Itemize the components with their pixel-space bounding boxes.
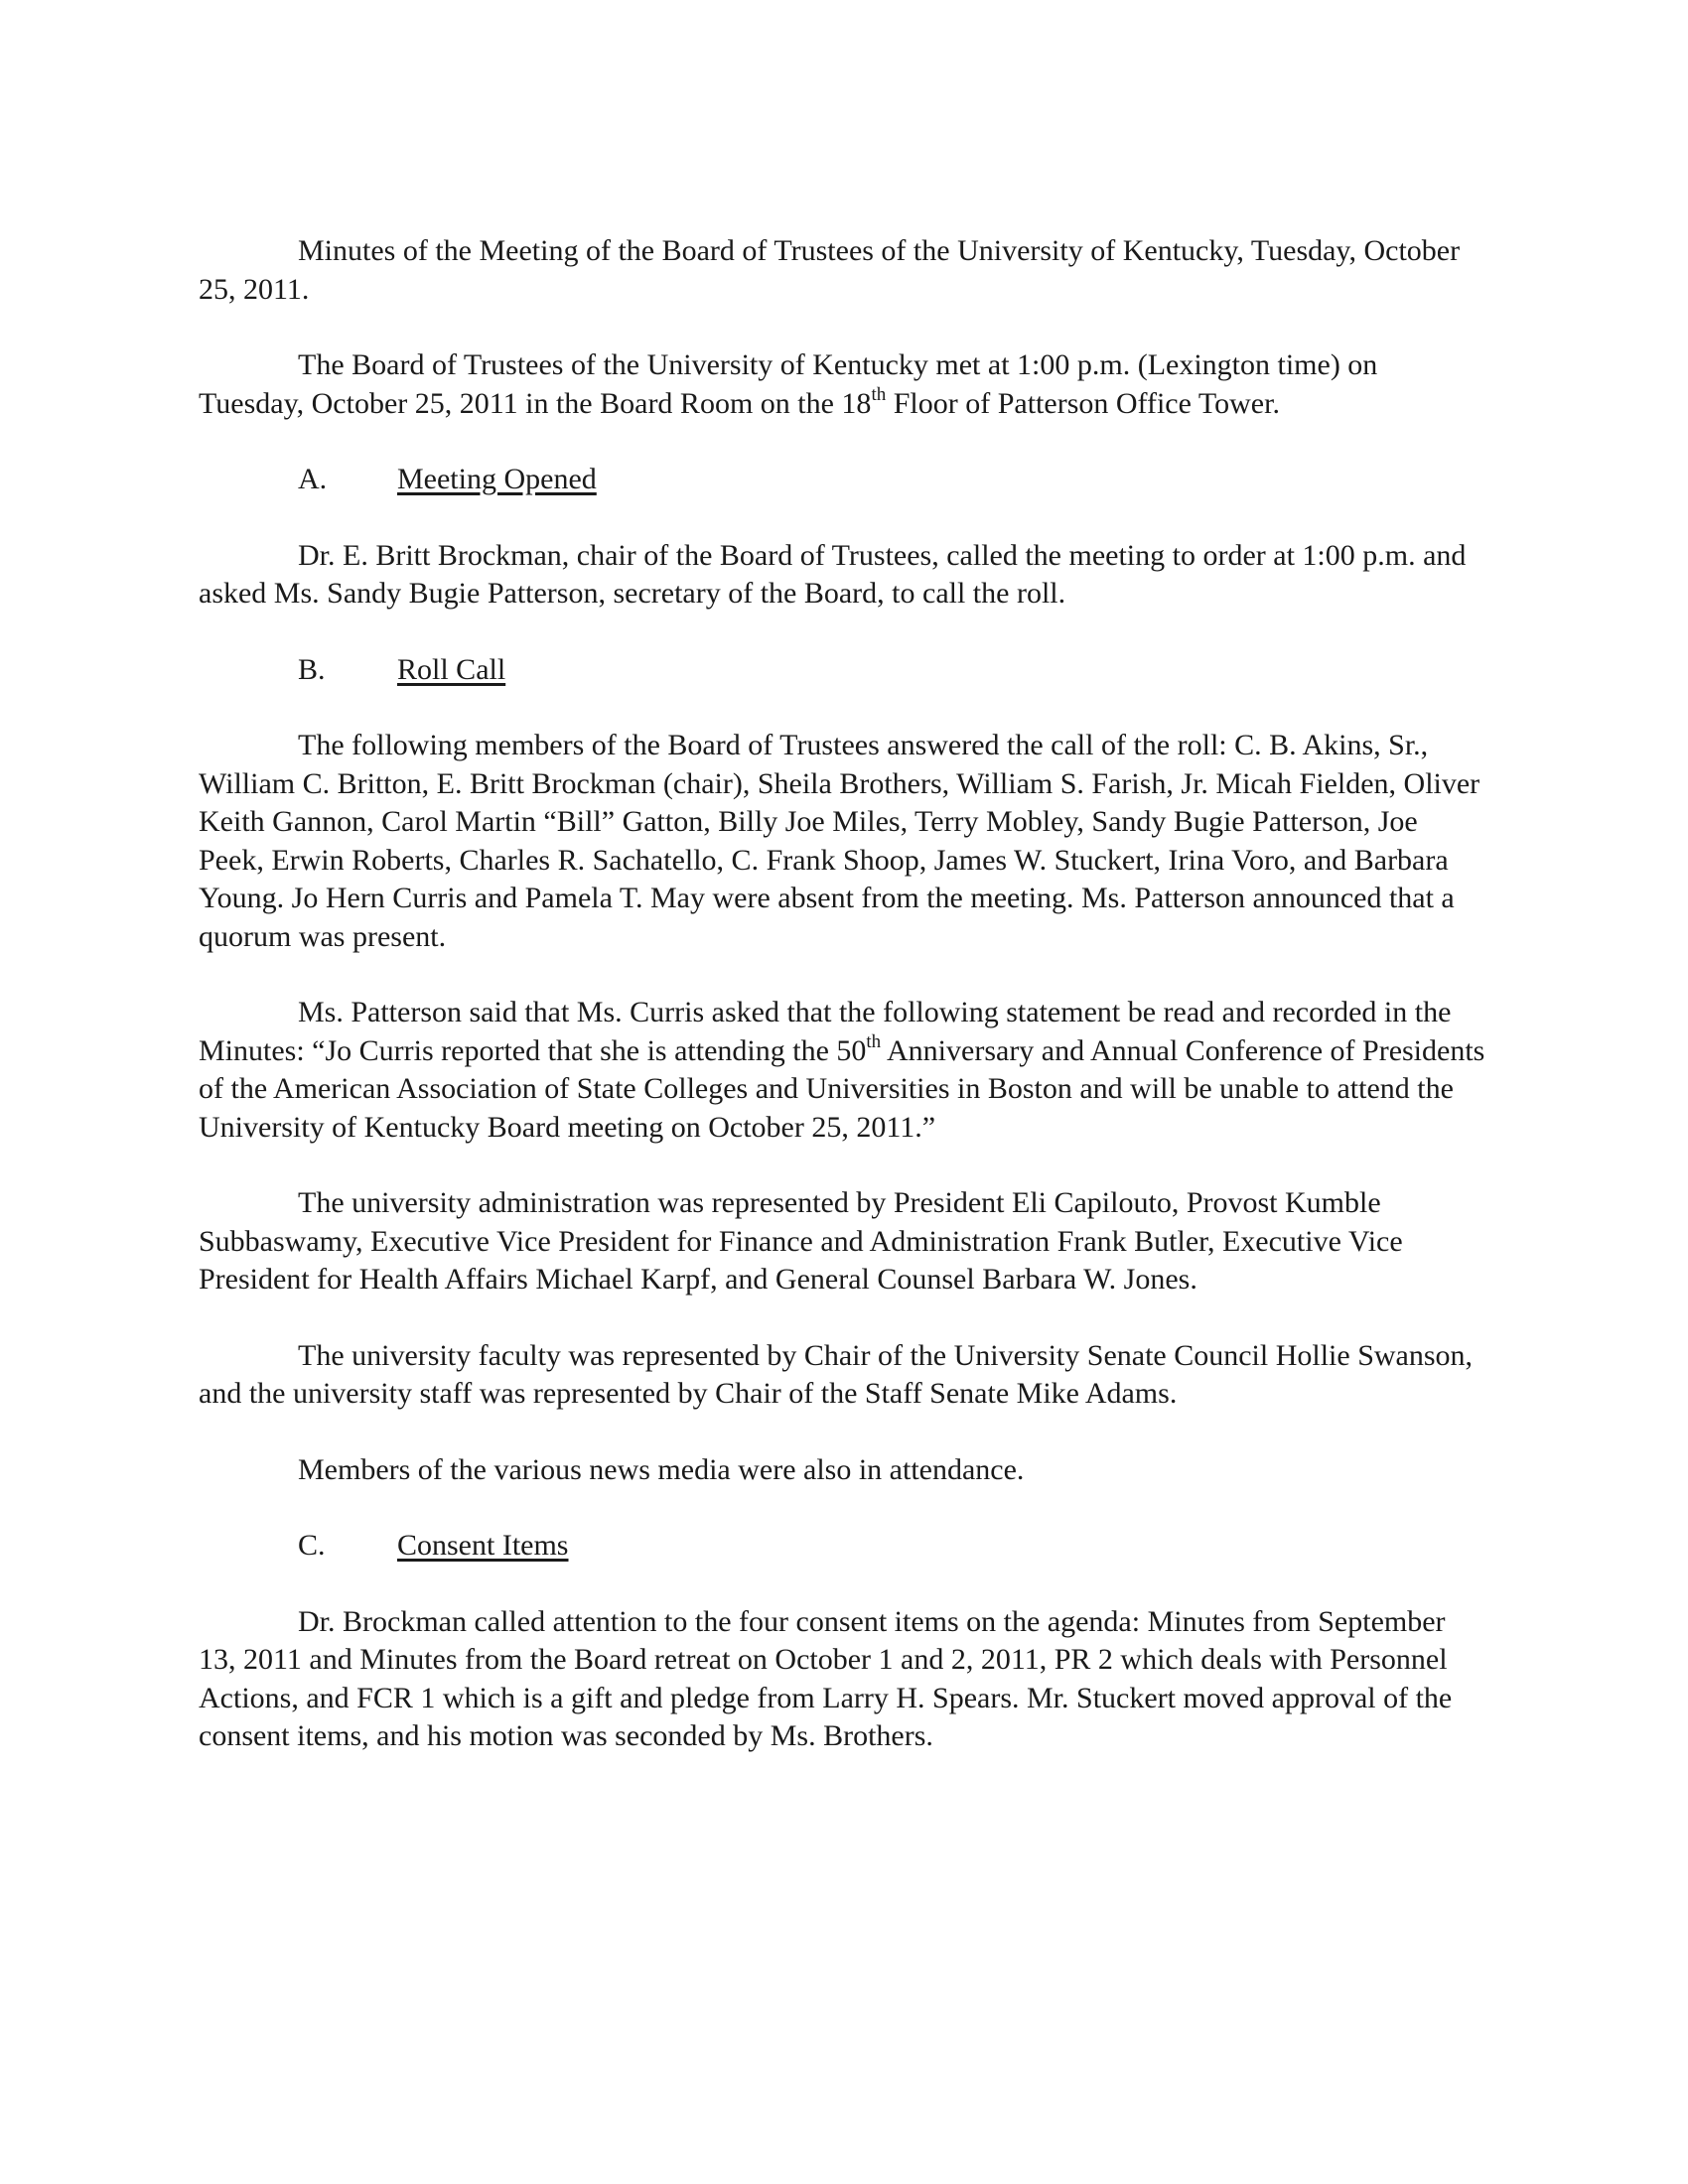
consent-items-paragraph: Dr. Brockman called attention to the four consent items on the agenda: Minutes from September 13, 2011 and Minutes from the Board retreat on October 1 and 2, 2011, PR 2 which deals with Personnel Actions, and FCR 1 which is a gift and pledge from Larry H. Spears. Mr. Stuckert moved approval of the consent items, and his motion was seconded by Ms. Brothers.	[199, 1604, 1453, 1752]
curris-statement-text: Ms. Patterson said that Ms. Curris asked that the following statement be read and recorded in the Minutes: “Jo Curris reported that she is attending the 50	[199, 996, 1452, 1067]
roll-call-paragraph: The following members of the Board of Trustees answered the call of the roll: C. B. Akins, Sr., William C. Britton, E. Britt Brockman (chair), Sheila Brothers, William S. Farish, Jr. Micah Fielden, Oliver Keith Gannon, Carol Martin “Bill” Gatton, Billy Joe Miles, Terry Mobley, Sandy Bugie Patterson, Joe Peek, Erwin Roberts, Charles R. Sachatello, C. Frank Shoop, James W. Stuckert, Irina Voro, and Barbara Young. Jo Hern Curris and Pamela T. May were absent from the meeting. Ms. Patterson announced that a quorum was present.	[199, 729, 1480, 953]
section-heading-consent-items	[199, 1527, 1489, 1566]
meeting-opened-paragraph: Dr. E. Britt Brockman, chair of the Board of Trustees, called the meeting to order at 1:00 p.m. and asked Ms. Sandy Bugie Patterson, secretary of the Board, to call the roll.	[199, 538, 1467, 610]
ordinal-suffix: th	[866, 1030, 882, 1052]
meeting-location-text-end: Floor of Patterson Office Tower.	[886, 386, 1280, 420]
intro-paragraph: Minutes of the Meeting of the Board of Trustees of the University of Kentucky, Tuesday, October 25, 2011.	[199, 234, 1461, 306]
faculty-staff-paragraph: The university faculty was represented by Chair of the University Senate Council Hollie Swanson, and the university staff was represented by Chair of the Staff Senate Mike Adams.	[199, 1338, 1474, 1410]
section-title: Meeting Opened	[397, 463, 597, 495]
administration-paragraph: The university administration was represented by President Eli Capilouto, Provost Kumble Subbaswamy, Executive Vice President for Finance and Administration Frank Butler, Executive Vice President for Health Affairs Michael Karpf, and General Counsel Barbara W. Jones.	[199, 1186, 1403, 1296]
section-title: Roll Call	[397, 652, 506, 686]
section-title: Consent Items	[397, 1529, 569, 1562]
section-letter: A.	[298, 463, 328, 495]
section-heading-roll-call	[199, 651, 1489, 690]
news-media-paragraph: Members of the various news media were also in attendance.	[298, 1452, 1025, 1486]
meeting-location-text: The Board of Trustees of the University of Kentucky met at 1:00 p.m. (Lexington time) on Tuesday, October 25, 2011 in the Board Room on the 18	[199, 348, 1378, 420]
section-letter: C.	[298, 1529, 326, 1562]
curris-statement-text-end: Anniversary and Annual Conference of Presidents of the American Association of State Colleges and Universities in Boston and will be unable to attend the University of Kentucky Board meeting on October 25, 2011.”	[199, 1033, 1485, 1144]
ordinal-suffix: th	[871, 383, 887, 405]
curris-statement-paragraph	[199, 994, 1489, 1147]
minutes-body	[199, 232, 1489, 1794]
section-letter: B.	[298, 652, 326, 686]
section-heading-meeting-opened	[199, 461, 1489, 499]
meeting-location-paragraph	[199, 346, 1489, 423]
